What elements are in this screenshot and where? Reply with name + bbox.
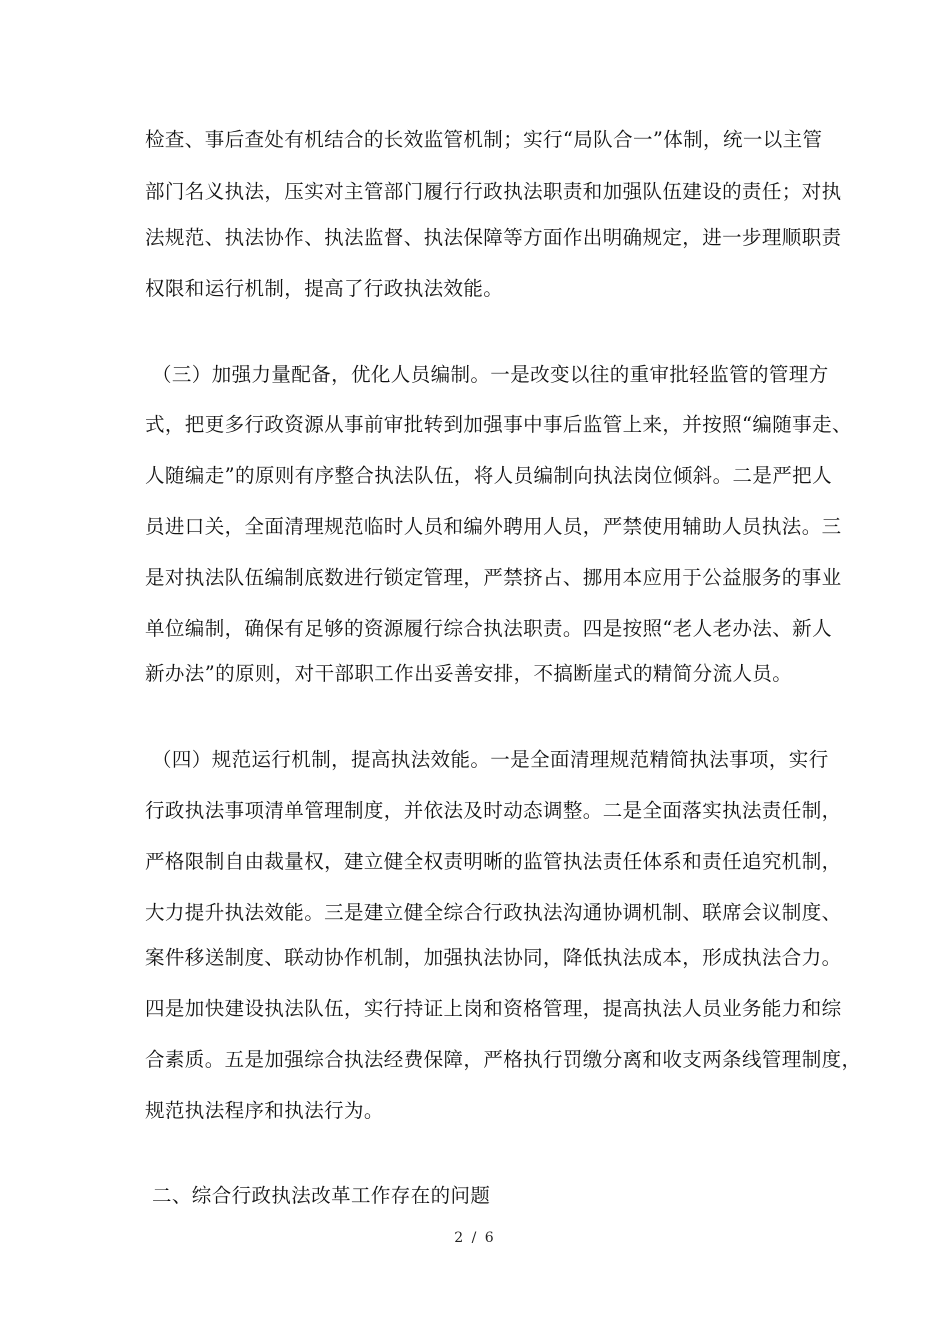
- paragraph-line: 检查、事后查处有机结合的长效监管机制；实行“局队合一”体制，统一以主管: [145, 128, 823, 151]
- paragraph-line: 案件移送制度、联动协作机制，加强执法协同，降低执法成本，形成执法合力。: [145, 946, 842, 969]
- paragraph-line: 新办法”的原则，对干部职工作出妥善安排，不搞断崖式的精简分流人员。: [145, 662, 793, 685]
- paragraph-line: 单位编制，确保有足够的资源履行综合执法职责。四是按照“老人老办法、新人: [145, 617, 832, 640]
- paragraph-line: 规范执法程序和执法行为。: [145, 1099, 384, 1122]
- paragraph-line: 大力提升执法效能。三是建立健全综合行政执法沟通协调机制、联席会议制度、: [145, 901, 842, 924]
- paragraph-line: 严格限制自由裁量权，建立健全权责明晰的监管执法责任体系和责任追究机制，: [145, 850, 842, 873]
- section-heading: 二、综合行政执法改革工作存在的问题: [152, 1184, 491, 1207]
- paragraph-line: 部门名义执法，压实对主管部门履行行政执法职责和加强队伍建设的责任；对执: [145, 180, 842, 203]
- paragraph-line: 行政执法事项清单管理制度，并依法及时动态调整。二是全面落实执法责任制，: [145, 799, 842, 822]
- paragraph-line: 人随编走”的原则有序整合执法队伍，将人员编制向执法岗位倾斜。二是严把人: [145, 464, 832, 487]
- paragraph-line: （三）加强力量配备，优化人员编制。一是改变以往的重审批轻监管的管理方: [152, 363, 829, 386]
- paragraph-line: （四）规范运行机制，提高执法效能。一是全面清理规范精简执法事项，实行: [152, 748, 829, 771]
- paragraph-line: 是对执法队伍编制底数进行锁定管理，严禁挤占、挪用本应用于公益服务的事业: [145, 566, 842, 589]
- paragraph-line: 四是加快建设执法队伍，实行持证上岗和资格管理，提高执法人员业务能力和综: [145, 997, 842, 1020]
- page-number: 2 / 6: [454, 1230, 496, 1246]
- paragraph-line: 合素质。五是加强综合执法经费保障，严格执行罚缴分离和收支两条线管理制度，: [145, 1048, 862, 1071]
- paragraph-line: 式，把更多行政资源从事前审批转到加强事中事后监管上来，并按照“编随事走、: [145, 413, 852, 436]
- paragraph-line: 法规范、执法协作、执法监督、执法保障等方面作出明确规定，进一步理顺职责: [145, 226, 842, 249]
- paragraph-line: 员进口关，全面清理规范临时人员和编外聘用人员，严禁使用辅助人员执法。三: [145, 515, 842, 538]
- paragraph-line: 权限和运行机制，提高了行政执法效能。: [145, 277, 504, 300]
